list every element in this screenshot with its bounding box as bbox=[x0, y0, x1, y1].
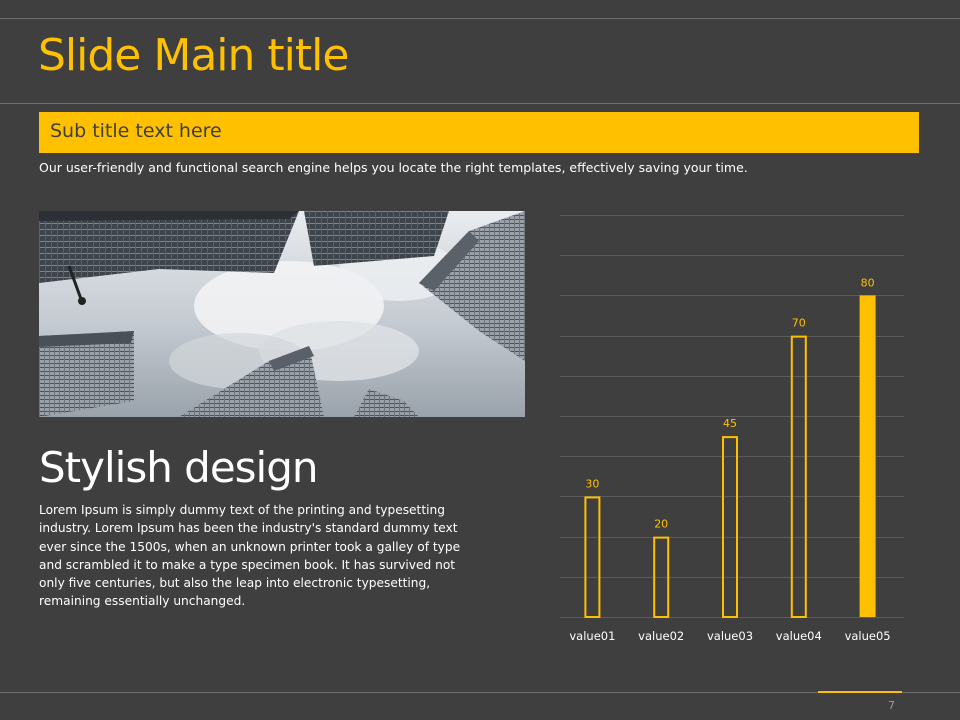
bar-chart-svg bbox=[555, 206, 910, 651]
section-heading: Stylish design bbox=[39, 443, 318, 492]
bottom-divider bbox=[0, 692, 960, 693]
top-divider bbox=[0, 18, 960, 19]
subtitle-text: Sub title text here bbox=[50, 120, 222, 142]
title-divider bbox=[0, 103, 960, 104]
chart-category-label: value05 bbox=[844, 629, 891, 643]
subtitle-bar bbox=[39, 112, 919, 153]
chart-bar-value05 bbox=[860, 295, 876, 617]
bottom-accent-line bbox=[818, 691, 902, 693]
bar-chart bbox=[555, 206, 910, 651]
tagline-text: Our user-friendly and functional search engine helps you locate the right templates, effectively saving your time. bbox=[39, 160, 748, 175]
page-number: 7 bbox=[888, 699, 895, 712]
chart-data-label: 30 bbox=[585, 477, 600, 491]
body-paragraph: Lorem Ipsum is simply dummy text of the printing and typesetting industry. Lorem Ipsum has been the industry's standard dummy text ever since the 1500s, when an unknown printer took a galley of type and scrambled it to make a type specimen book. It has survived not only five centuries, but also the leap into electronic typesetting, remaining essentially unchanged. bbox=[39, 503, 461, 609]
slide-title: Slide Main title bbox=[38, 30, 349, 81]
skyscrapers-photo bbox=[39, 211, 525, 417]
skyscrapers-image bbox=[39, 211, 525, 417]
chart-category-label: value02 bbox=[638, 629, 685, 643]
chart-data-label: 20 bbox=[654, 517, 669, 531]
chart-category-label: value01 bbox=[569, 629, 616, 643]
chart-data-label: 70 bbox=[791, 316, 806, 330]
chart-bar-value04 bbox=[792, 337, 806, 617]
chart-data-label: 80 bbox=[860, 276, 875, 290]
chart-bar-value01 bbox=[585, 497, 599, 617]
chart-category-label: value04 bbox=[775, 629, 822, 643]
chart-bar-value03 bbox=[723, 437, 737, 617]
chart-data-label: 45 bbox=[723, 417, 737, 431]
chart-category-label: value03 bbox=[706, 629, 754, 643]
